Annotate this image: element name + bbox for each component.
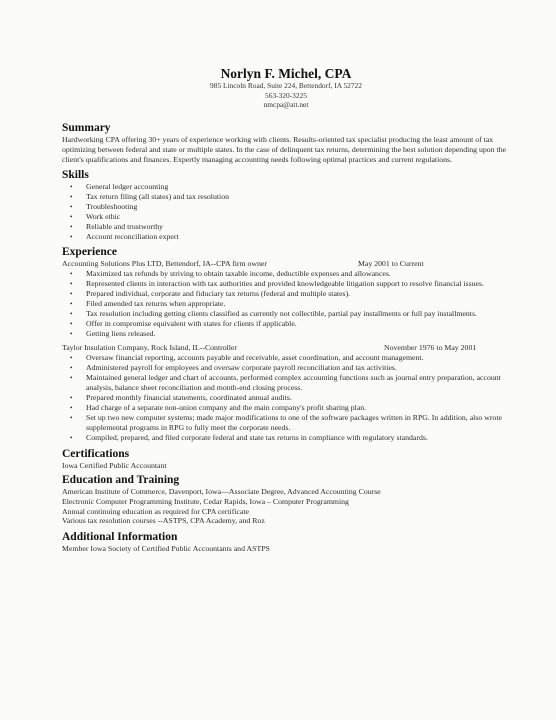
job-company: Taylor Insulation Company, Rock Island, IL--Controller: [62, 342, 237, 352]
additional-info-text: Member Iowa Society of Certified Public Accountants and ASTPS: [62, 543, 270, 553]
skill-item: • Tax return filing (all states) and tax resolution: [62, 192, 510, 202]
job-dates: November 1976 to May 2001: [384, 342, 477, 352]
certification-text: Iowa Certified Public Accountant: [62, 460, 167, 470]
skill-item: • Account reconciliation expert: [62, 232, 510, 242]
job-dates: May 2001 to Current: [358, 258, 424, 268]
job-entry: [62, 259, 510, 339]
contact-block: [62, 81, 510, 110]
job-duty-item: • Offer in compromise equivalent with states for clients if applicable.: [62, 319, 510, 329]
job-duty-item: • Filed amended tax returns when appropriate.: [62, 299, 510, 309]
job-duty-item: • Administered payroll for employees and oversaw corporate payroll reconciliation and tax activities.: [62, 363, 510, 373]
resume-document: [62, 66, 510, 553]
job-duty-item: • Represented clients in interaction with tax authorities and provided knowledgeable litigation support to resolve financial issues.: [62, 279, 510, 289]
certifications-section: [62, 448, 510, 471]
job-duty-item: • Had charge of a separate non-union company and the main company's profit sharing plan.: [62, 403, 510, 413]
skills-heading: Skills: [62, 168, 89, 181]
education-section: [62, 474, 510, 525]
skills-section: [62, 169, 510, 242]
contact-address: 985 Lincoln Road, Suite 224, Bettendorf, IA 52722: [210, 81, 362, 90]
job-duty-item: • Set up two new computer systems; made major modifications to one of the software packages written in RPG. In addition, also wrote supplemental programs in RPG to fully meet the corporate needs.: [62, 413, 510, 433]
job-company: Accounting Solutions Plus LTD, Bettendorf, IA--CPA firm owner: [62, 258, 267, 268]
job-duty-item: • Getting liens released.: [62, 329, 510, 339]
job-entry: [62, 343, 510, 443]
skill-item: • General ledger accounting: [62, 182, 510, 192]
education-line: Annual continuing education as required for CPA certificate: [62, 506, 249, 516]
summary-text: Hardworking CPA offering 30+ years of experience working with clients. Results-oriented tax specialist producing the least amount of tax optimizing between federal and state or multiple states. In the case of delinquent tax returns, determining the best solution depending upon the client's qualifications and finances. Expertly managing accounting needs following optimal practices and current regulations.: [62, 134, 507, 164]
skill-item: • Troubleshooting: [62, 202, 510, 212]
additional-info-section: [62, 531, 510, 554]
job-duty-item: • Prepared monthly financial statements, coordinated annual audits.: [62, 393, 510, 403]
summary-heading: Summary: [62, 121, 111, 134]
job-duty-item: • Oversaw financial reporting, accounts payable and receivable, asset coordination, and account management.: [62, 353, 510, 363]
experience-heading: Experience: [62, 245, 117, 258]
education-line: Various tax resolution courses --ASTPS, CPA Academy, and Roz: [62, 516, 265, 526]
job-duties-list: [62, 269, 510, 339]
skill-item: • Work ethic: [62, 212, 510, 222]
certifications-heading: Certifications: [62, 447, 130, 460]
additional-info-heading: Additional Information: [62, 530, 178, 543]
job-duty-item: • Tax resolution including getting clients classified as currently not collectible, partial pay installments or full pay installments.: [62, 309, 510, 319]
job-title-line: [62, 259, 510, 269]
job-duty-item: • Compiled, prepared, and filed corporate federal and state tax returns in compliance with regulatory standards.: [62, 433, 510, 443]
experience-section: [62, 246, 510, 443]
job-duty-item: • Maximized tax refunds by striving to obtain taxable income, deductible expenses and allowances.: [62, 269, 510, 279]
contact-phone: 563-320-3225: [265, 90, 307, 100]
education-line: American Institute of Commerce, Davenport, Iowa—Associate Degree, Advanced Accounting Course: [62, 487, 381, 497]
summary-section: [62, 122, 510, 165]
skills-list: [62, 182, 510, 242]
education-line: Electronic Computer Programming Institute, Cedar Rapids, Iowa – Computer Programming: [62, 496, 349, 506]
contact-email: nmcpa@att.net: [263, 100, 309, 110]
job-duty-item: • Prepared individual, corporate and fiduciary tax returns (federal and multiple states).: [62, 289, 510, 299]
job-title-line: [62, 343, 510, 353]
candidate-name: Norlyn F. Michel, CPA: [220, 66, 352, 81]
resume-header: [62, 66, 510, 110]
job-duty-item: • Maintained general ledger and chart of accounts, performed complex accounting functions such as journal entry preparation, account analysis, balance sheet reconciliation and month-end closing process.: [62, 373, 510, 393]
job-duties-list: [62, 353, 510, 443]
skill-item: • Reliable and trustworthy: [62, 222, 510, 232]
education-heading: Education and Training: [62, 474, 180, 487]
